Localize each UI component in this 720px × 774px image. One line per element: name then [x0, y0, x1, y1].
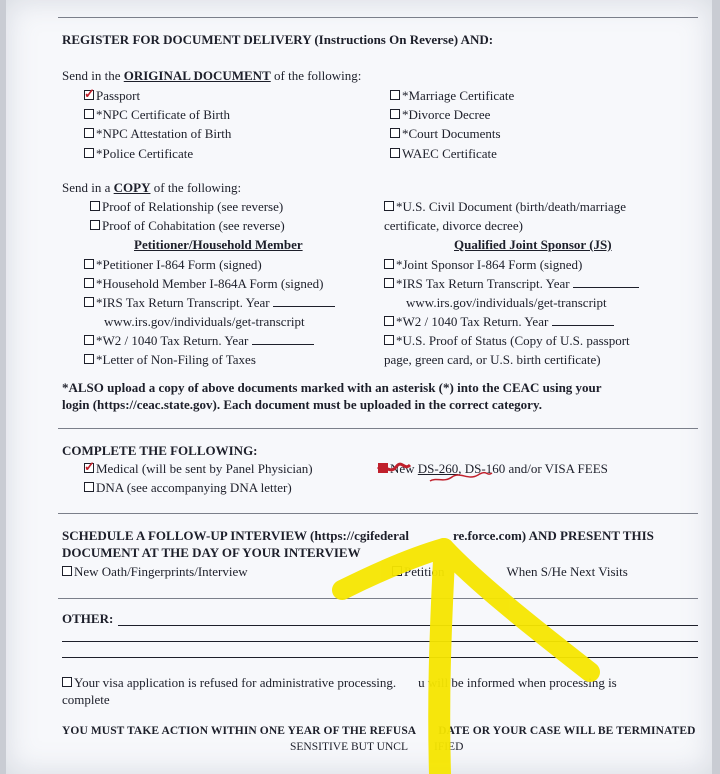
label-sponsor-w2: *W2 / 1040 Tax Return. Year — [396, 314, 549, 329]
label-divorce: *Divorce Decree — [402, 107, 491, 122]
label-new: New — [390, 461, 418, 476]
label-waec: WAEC Certificate — [402, 146, 497, 161]
footer-warning-start: YOU MUST TAKE ACTION WITHIN ONE YEAR OF THE REFUSA — [62, 725, 417, 737]
label-new-oath: New Oath/Fingerprints/Interview — [74, 564, 248, 579]
copy-emphasis: COPY — [113, 180, 151, 195]
label-relationship: Proof of Relationship (see reverse) — [102, 199, 284, 214]
other-label: OTHER: — [62, 611, 114, 626]
register-heading: REGISTER FOR DOCUMENT DELIVERY (Instructions On Reverse) AND: — [62, 32, 494, 47]
sponsor-heading: Qualified Joint Sponsor (JS) — [454, 237, 612, 252]
label-medical: Medical (will be sent by Panel Physician) — [96, 461, 313, 476]
label-passport: Passport — [96, 88, 141, 103]
label-sponsor-irs: *IRS Tax Return Transcript. Year — [396, 276, 570, 291]
label-household-i864a: *Household Member I-864A Form (signed) — [96, 276, 324, 291]
original-intro-text: Send in the — [62, 68, 124, 83]
schedule-line2: DOCUMENT AT THE DAY OF YOUR INTERVIEW — [62, 545, 361, 560]
yellow-arrow-icon — [6, 0, 712, 774]
classification-start: SENSITIVE BUT UNCL — [290, 741, 408, 753]
label-npc-birth: *NPC Certificate of Birth — [96, 107, 230, 122]
label-cohabitation: Proof of Cohabitation (see reverse) — [102, 218, 285, 233]
schedule-line1-start: SCHEDULE A FOLLOW-UP INTERVIEW (https://cgifederal — [62, 528, 409, 543]
also-note-line1: *ALSO upload a copy of above documents marked with an asterisk (*) into the CEAC using your — [62, 380, 602, 395]
label-refused: Your visa application is refused for administrative processing. — [74, 675, 397, 690]
copy-intro-tail: of the following: — [150, 180, 242, 195]
red-check-mark-icon: ✓ — [84, 86, 95, 101]
label-non-filing: *Letter of Non-Filing of Taxes — [96, 352, 256, 367]
petitioner-irs-link: www.irs.gov/individuals/get-transcript — [104, 314, 305, 329]
label-us-civil: *U.S. Civil Document (birth/death/marriage — [396, 199, 626, 214]
label-next-visit: When S/He Next Visits — [506, 564, 628, 579]
original-document-emphasis: ORIGINAL DOCUMENT — [123, 68, 271, 83]
footer-warning-end: DATE OR YOUR CASE WILL BE TERMINATED — [438, 725, 696, 737]
schedule-line1-end: re.force.com) AND PRESENT THIS — [452, 528, 654, 543]
red-check-mark-icon: ✓ — [84, 459, 95, 474]
document-page — [6, 0, 712, 774]
original-intro-tail: of the following: — [270, 68, 362, 83]
complete-heading: COMPLETE THE FOLLOWING: — [62, 443, 258, 458]
label-petitioner: Petition — [404, 564, 445, 579]
label-sponsor-i864: *Joint Sponsor I-864 Form (signed) — [396, 257, 583, 272]
label-us-proof: *U.S. Proof of Status (Copy of U.S. passport — [396, 333, 630, 348]
label-us-proof-cont: page, green card, or U.S. birth certificate) — [384, 352, 601, 367]
label-marriage: *Marriage Certificate — [402, 88, 515, 103]
classification-end: IFIED — [433, 741, 464, 753]
label-court: *Court Documents — [402, 126, 501, 141]
label-refused-complete: complete — [62, 692, 110, 707]
copy-intro-text: Send in a — [62, 180, 114, 195]
label-refused-cont: u will be informed when processing is — [418, 675, 617, 690]
label-police: *Police Certificate — [96, 146, 194, 161]
label-us-civil-cont: certificate, divorce decree) — [384, 218, 523, 233]
petitioner-heading: Petitioner/Household Member — [134, 237, 303, 252]
label-petitioner-irs: *IRS Tax Return Transcript. Year — [96, 295, 270, 310]
label-petitioner-w2: *W2 / 1040 Tax Return. Year — [96, 333, 249, 348]
sponsor-irs-link: www.irs.gov/individuals/get-transcript — [406, 295, 607, 310]
label-ds160-fees: , DS-160 and/or VISA FEES — [458, 461, 608, 476]
label-petitioner-i864: *Petitioner I-864 Form (signed) — [96, 257, 262, 272]
also-note-line2: login (https://ceac.state.gov). Each document must be uploaded in the correct category. — [62, 397, 542, 412]
label-npc-attestation: *NPC Attestation of Birth — [96, 126, 232, 141]
label-dna: DNA (see accompanying DNA letter) — [96, 480, 292, 495]
label-ds260: DS-260 — [417, 461, 459, 476]
